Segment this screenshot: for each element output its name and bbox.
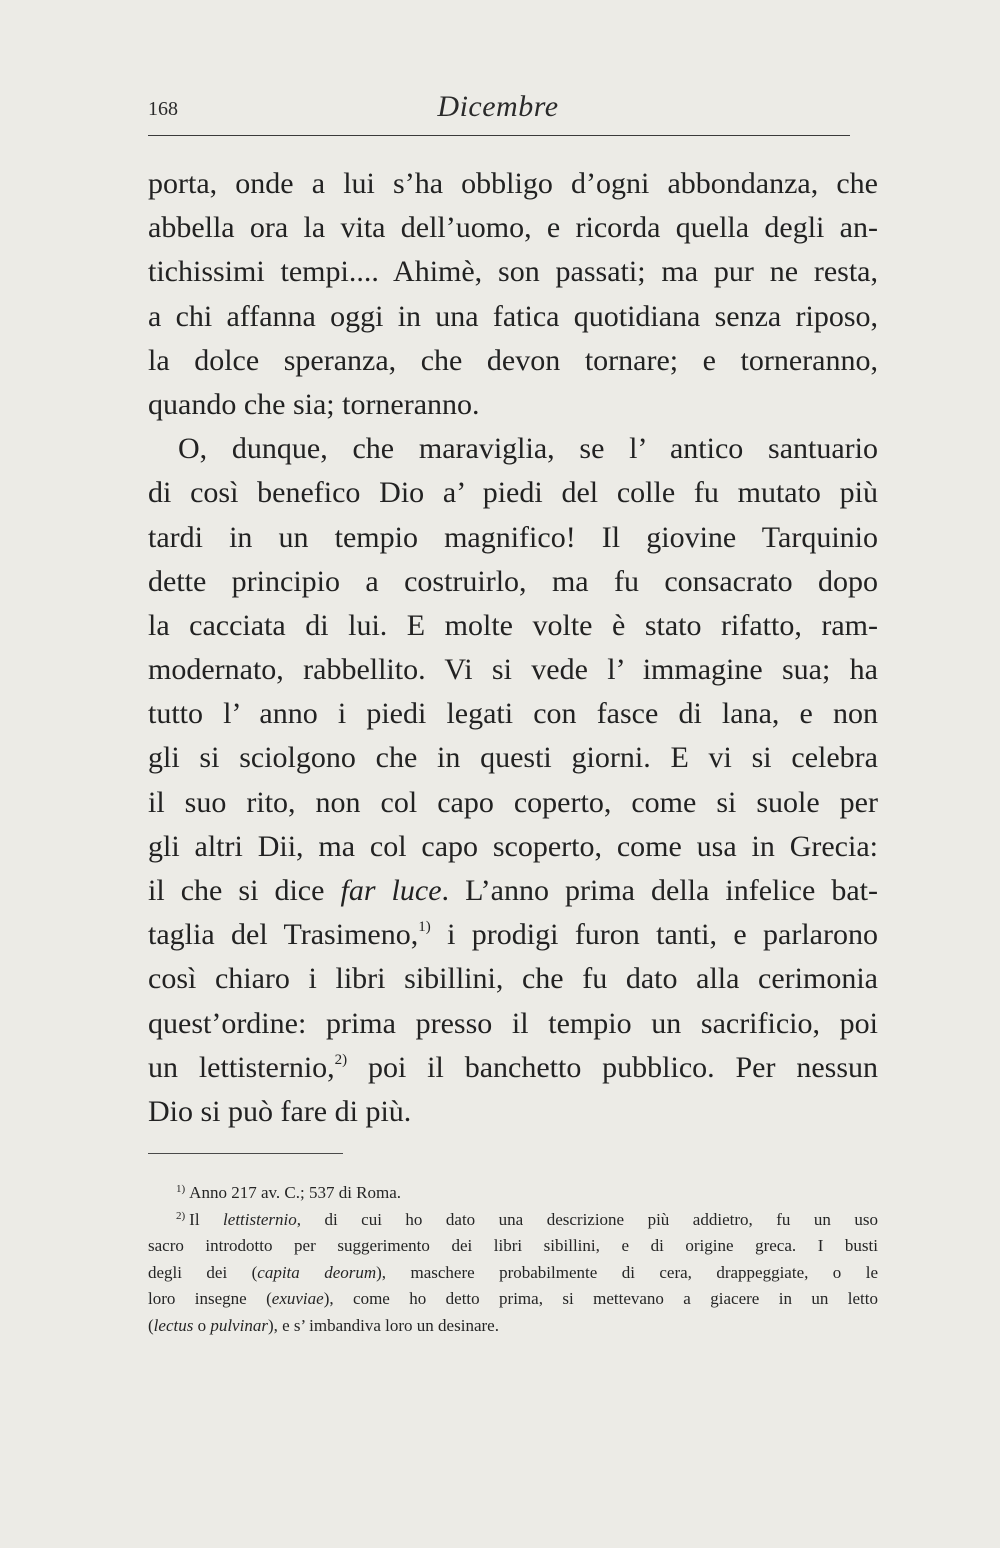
text-line: a chi affanna oggi in una fatica quotidiana senza riposo, bbox=[148, 299, 878, 333]
text-run: taglia del Trasimeno, bbox=[148, 918, 419, 952]
footnote-ref-1[interactable]: 1) bbox=[418, 919, 431, 936]
text-line: il suo rito, non col capo coperto, come si suole per bbox=[148, 785, 878, 819]
text-line: tichissimi tempi.... Ahimè, son passati; ma pur ne resta, bbox=[148, 255, 878, 289]
footnote-2 bbox=[148, 1207, 878, 1234]
footnote-mark: 2) bbox=[176, 1209, 186, 1222]
italic-term: capita deorum bbox=[257, 1262, 377, 1282]
footnote-text: Anno 217 av. C.; 537 di Roma. bbox=[189, 1183, 402, 1202]
running-head bbox=[148, 90, 848, 130]
footnote-rule bbox=[148, 1153, 343, 1154]
footnote-line bbox=[148, 1313, 878, 1340]
text-run: un lettisternio, bbox=[148, 1050, 335, 1084]
text-line: di così benefico Dio a’ piedi del colle fu mutato più bbox=[148, 476, 878, 510]
footnote-text: Il bbox=[189, 1209, 224, 1229]
footnote-text: degli dei ( bbox=[148, 1262, 258, 1282]
text-line: modernato, rabbellito. Vi si vede l’ immagine sua; ha bbox=[148, 653, 878, 687]
text-run: i prodigi furon tanti, e parlarono bbox=[430, 918, 878, 952]
text-line: tardi in un tempio magnifico! Il giovine Tarquinio bbox=[148, 520, 878, 554]
italic-term: exuviae bbox=[271, 1289, 324, 1308]
footnote-text: ), maschere probabilmente di cera, drappeggiate, o le bbox=[376, 1262, 878, 1282]
footnote-text: ( bbox=[148, 1315, 154, 1335]
text-line bbox=[148, 1046, 878, 1090]
footnote-text: , di cui ho dato una descrizione più addietro, fu un uso bbox=[296, 1209, 878, 1229]
footnote-text: ), e s’ imbandiva loro un desinare. bbox=[267, 1315, 499, 1335]
text-line: porta, onde a lui s’ha obbligo d’ogni abbondanza, che bbox=[148, 167, 878, 200]
footnotes bbox=[148, 1180, 878, 1339]
text-line: quando che sia; torneranno. bbox=[148, 387, 480, 421]
text-line: la cacciata di lui. E molte volte è stato rifatto, ram- bbox=[148, 608, 878, 642]
footnote-line bbox=[148, 1260, 878, 1287]
text-run: il che si dice bbox=[148, 874, 341, 907]
footnote-mark: 1) bbox=[176, 1183, 186, 1195]
footnote-text: o bbox=[193, 1315, 211, 1335]
text-line bbox=[148, 869, 878, 913]
footnote-line bbox=[148, 1286, 878, 1313]
text-run: poi il banchetto pubblico. Per nessun bbox=[347, 1050, 878, 1084]
text-line bbox=[148, 913, 878, 957]
italic-term: lettisternio bbox=[223, 1209, 297, 1229]
page-number: 168 bbox=[148, 98, 178, 120]
text-line: gli si sciolgono che in questi giorni. E vi si celebra bbox=[148, 741, 878, 775]
footnote-line: sacro introdotto per suggerimento dei libri sibillini, e di origine greca. I busti bbox=[148, 1236, 878, 1255]
text-line: quest’ordine: prima presso il tempio un sacrificio, poi bbox=[148, 1006, 878, 1040]
italic-term: far luce bbox=[340, 874, 442, 907]
footnote-text: ), come ho detto prima, si mettevano a giacere in un letto bbox=[323, 1289, 878, 1308]
text-line: abbella ora la vita dell’uomo, e ricorda quella degli an- bbox=[148, 211, 878, 245]
text-line: gli altri Dii, ma col capo scoperto, come usa in Grecia: bbox=[148, 829, 878, 863]
footnote-ref-2[interactable]: 2) bbox=[334, 1051, 348, 1068]
body-text bbox=[148, 162, 878, 1134]
text-run: . L’anno prima della infelice bat- bbox=[441, 874, 878, 907]
text-line: tutto l’ anno i piedi legati con fasce di lana, e non bbox=[148, 697, 878, 731]
text-line: dette principio a costruirlo, ma fu consacrato dopo bbox=[148, 564, 878, 598]
footnote-1 bbox=[148, 1180, 878, 1207]
running-title: Dicembre bbox=[437, 90, 559, 123]
text-line: Dio si può fare di più. bbox=[148, 1094, 412, 1128]
header-rule bbox=[148, 135, 850, 136]
text-line: così chiaro i libri sibillini, che fu dato alla cerimonia bbox=[148, 962, 878, 996]
footnote-text: loro insegne ( bbox=[148, 1289, 272, 1308]
text-line: O, dunque, che maraviglia, se l’ antico santuario bbox=[178, 432, 878, 466]
italic-term: lectus bbox=[153, 1315, 194, 1335]
text-line: la dolce speranza, che devon tornare; e torneranno, bbox=[148, 343, 878, 377]
italic-term: pulvinar bbox=[210, 1315, 268, 1335]
